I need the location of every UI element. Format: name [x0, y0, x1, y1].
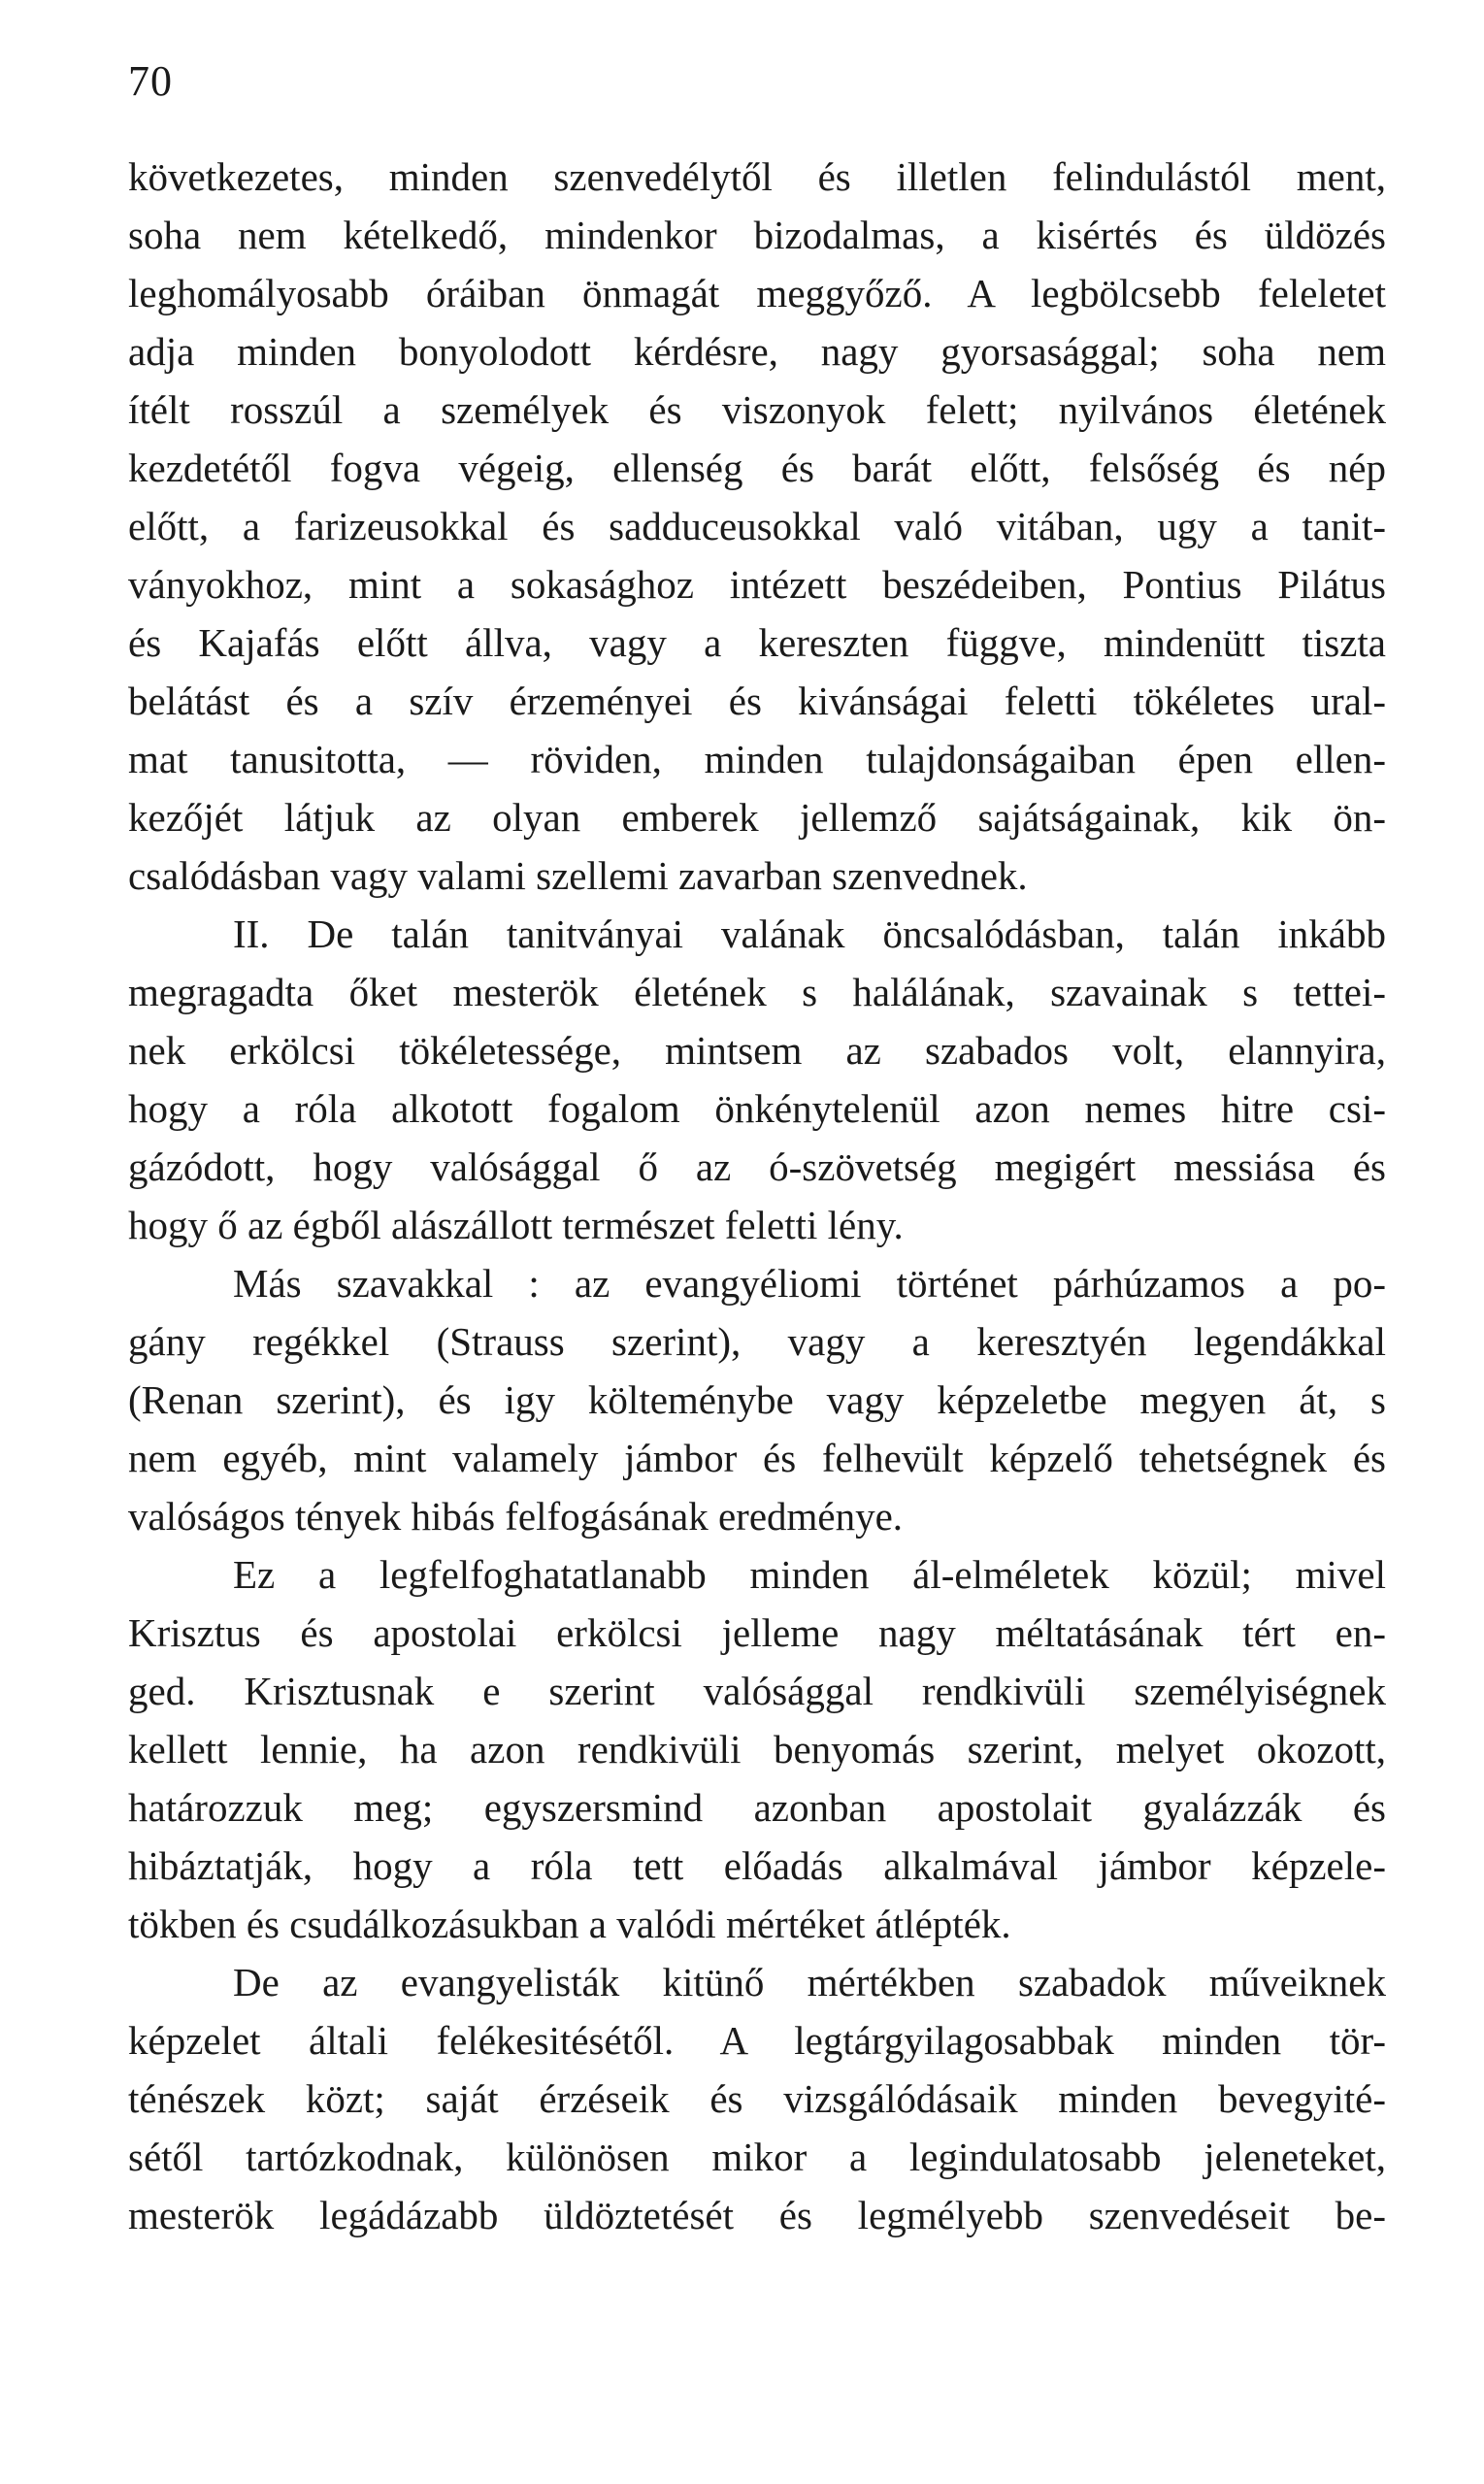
- text-line: következetes, minden szenvedélytől és illetlen felindulástól ment,: [128, 154, 1386, 199]
- text-line: ged. Krisztusnak e szerint valósággal rendkivüli személyiségnek: [128, 1669, 1386, 1713]
- text-line: ványokhoz, mint a sokasághoz intézett beszédeiben, Pontius Pilátus: [128, 562, 1386, 607]
- text-line: kellett lennie, ha azon rendkivüli benyomás szerint, melyet okozott,: [128, 1727, 1386, 1772]
- text-line: előtt, a farizeusokkal és sadduceusokkal való vitában, ugy a tanit-: [128, 504, 1386, 548]
- text-line: képzelet általi felékesitésétől. A legtárgyilagosabbak minden tör-: [128, 2018, 1386, 2063]
- text-line: ítélt rosszúl a személyek és viszonyok felett; nyilvános életének: [128, 387, 1386, 432]
- text-line: gány regékkel (Strauss szerint), vagy a keresztyén legendákkal: [128, 1319, 1386, 1364]
- text-line: kezdetétől fogva végeig, ellenség és barát előtt, felsőség és nép: [128, 446, 1386, 490]
- text-line: nek erkölcsi tökéletessége, mintsem az szabados volt, elannyira,: [128, 1028, 1386, 1073]
- text-line: kezőjét látjuk az olyan emberek jellemző sajátságainak, kik ön-: [128, 795, 1386, 840]
- text-line: hibáztatják, hogy a róla tett előadás alkalmával jámbor képzele-: [128, 1843, 1386, 1888]
- text-line: Más szavakkal : az evangyéliomi történet párhúzamos a po-: [233, 1261, 1386, 1306]
- text-line: megragadta őket mesterök életének s halálának, szavainak s tettei-: [128, 970, 1386, 1014]
- page-number: 70: [128, 57, 173, 105]
- text-line: mesterök legádázabb üldöztetését és legmélyebb szenvedéseit be-: [128, 2193, 1386, 2237]
- text-line: határozzuk meg; egyszersmind azonban apostolait gyalázzák és: [128, 1785, 1386, 1830]
- text-line: csalódásban vagy valami szellemi zavarban szenvednek.: [128, 853, 1028, 898]
- text-line: sétől tartózkodnak, különösen mikor a legindulatosabb jeleneteket,: [128, 2135, 1386, 2179]
- text-line: ténészek közt; saját érzéseik és vizsgálódásaik minden bevegyité-: [128, 2076, 1386, 2121]
- text-line: II. De talán tanitványai valának öncsalódásban, talán inkább: [233, 911, 1386, 956]
- text-line: Krisztus és apostolai erkölcsi jelleme nagy méltatásának tért en-: [128, 1610, 1386, 1655]
- text-line: valóságos tények hibás felfogásának eredménye.: [128, 1494, 904, 1539]
- text-line: soha nem kételkedő, mindenkor bizodalmas, a kisértés és üldözés: [128, 213, 1386, 257]
- text-line: mat tanusitotta, — röviden, minden tulajdonságaiban épen ellen-: [128, 737, 1386, 781]
- text-line: hogy ő az égből alászállott természet feletti lény.: [128, 1203, 904, 1247]
- text-line: hogy a róla alkotott fogalom önkénytelenül azon nemes hitre csi-: [128, 1086, 1386, 1131]
- text-line: nem egyéb, mint valamely jámbor és felhevült képzelő tehetségnek és: [128, 1436, 1386, 1480]
- text-line: tökben és csudálkozásukban a valódi mértéket átlépték.: [128, 1902, 1011, 1946]
- text-line: belátást és a szív érzeményei és kivánságai feletti tökéletes ural-: [128, 679, 1386, 723]
- text-line: De az evangyelisták kitünő mértékben szabadok műveiknek: [233, 1960, 1386, 2004]
- text-line: Ez a legfelfoghatatlanabb minden ál-elméletek közül; mivel: [233, 1552, 1386, 1597]
- text-line: adja minden bonyolodott kérdésre, nagy gyorsasággal; soha nem: [128, 329, 1386, 374]
- text-line: leghomályosabb óráiban önmagát meggyőző. A legbölcsebb feleletet: [128, 271, 1386, 315]
- text-line: (Renan szerint), és igy költeménybe vagy képzeletbe megyen át, s: [128, 1377, 1386, 1422]
- text-line: gázódott, hogy valósággal ő az ó-szövetség megigért messiása és: [128, 1144, 1386, 1189]
- text-line: és Kajafás előtt állva, vagy a kereszten függve, mindenütt tiszta: [128, 620, 1386, 665]
- text-body: [128, 148, 1386, 2244]
